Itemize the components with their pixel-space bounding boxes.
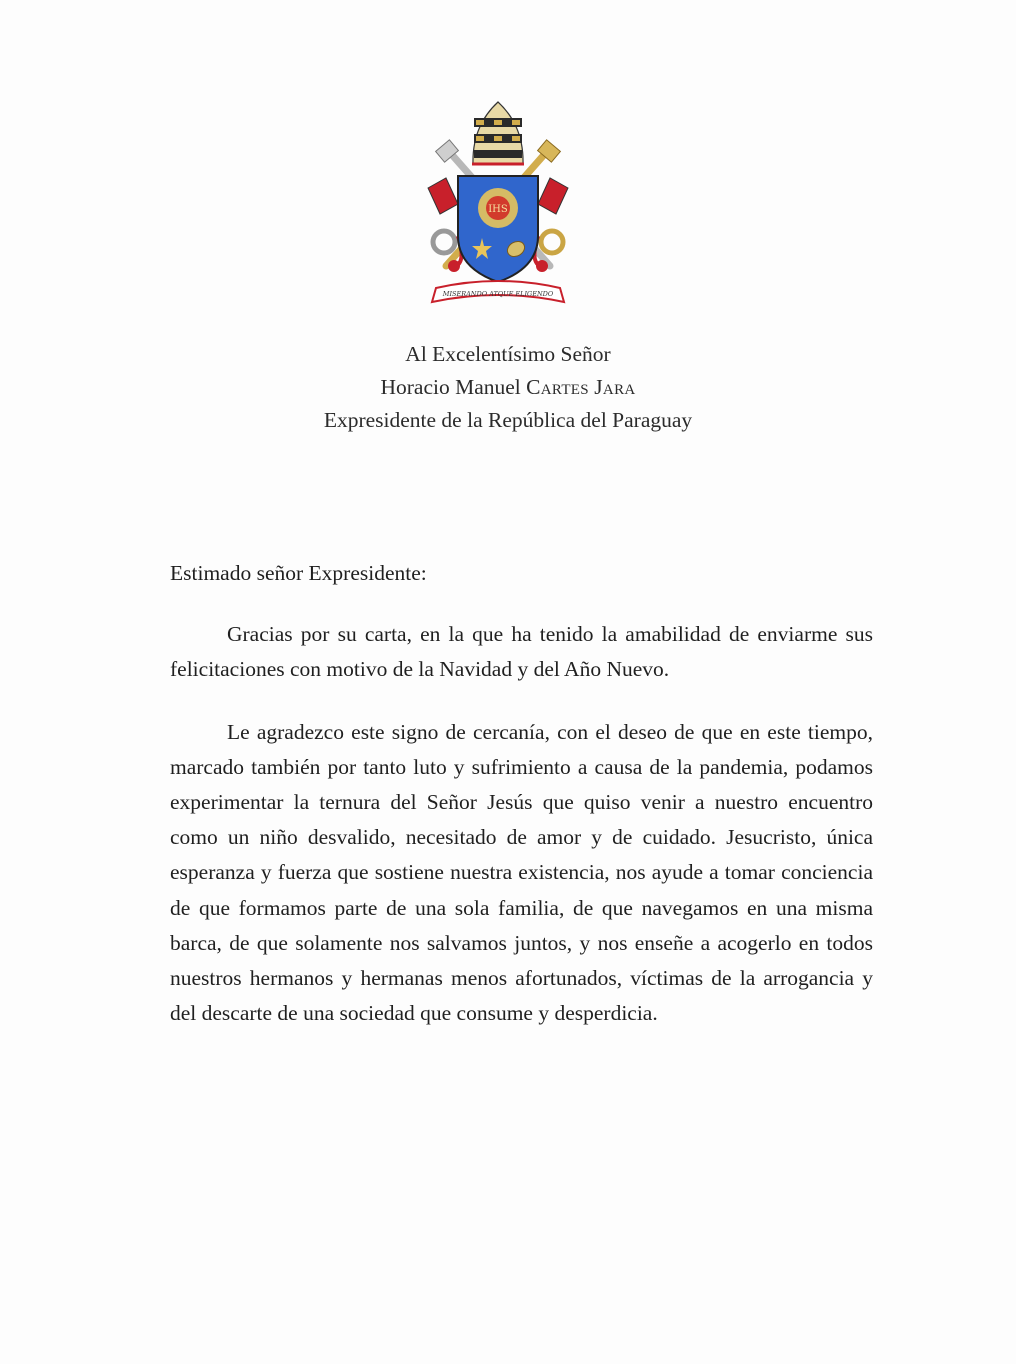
addressee-surname-2: Jara	[594, 375, 636, 399]
addressee-surname-1: Cartes	[526, 375, 589, 399]
addressee-block	[200, 338, 816, 437]
svg-text:IHS: IHS	[488, 204, 508, 215]
sun-monogram-icon	[478, 188, 518, 228]
paragraph-1: Gracias por su carta, en la que ha tenido la amabilidad de enviarme sus felicitaciones con motivo de la Navidad y del Año Nuevo.	[170, 622, 873, 682]
papal-coat-of-arms	[418, 96, 578, 310]
salutation: Estimado señor Expresidente:	[170, 561, 427, 585]
addressee-name	[200, 371, 816, 404]
addressee-position: Expresidente de la República del Paraguay	[323, 408, 693, 432]
addressee-given-names: Horacio Manuel	[380, 375, 527, 399]
shield-icon	[458, 176, 538, 282]
paragraph-2: Le agradezco este signo de cercanía, con el deseo de que en este tiempo, marcado también por tanto luto y sufrimiento a causa de la pandemia, podamos experimentar la ternura del Señor Jesús que quiso venir a nuestro encuentro como un niño desvalido, necesitado de amor y de cuidado. Jesucristo, única esperanza y fuerza que sostiene nuestra existencia, nos ayude a tomar conciencia de que formamos parte de una sola familia, de que navegamos en una misma barca, de que solamente nos salvamos juntos, y nos enseñe a acogerlo en todos nuestros hermanos y hermanas menos afortunados, víctimas de la arrogancia y del descarte de una sociedad que consume y desperdicia.	[170, 719, 873, 1026]
svg-text:MISERANDO ATQUE ELIGENDO: MISERANDO ATQUE ELIGENDO	[442, 290, 554, 298]
mitre-icon	[472, 102, 524, 164]
motto-banner	[432, 281, 564, 302]
letter-body	[170, 556, 873, 1058]
addressee-title: Al Excelentísimo Señor	[405, 342, 611, 366]
